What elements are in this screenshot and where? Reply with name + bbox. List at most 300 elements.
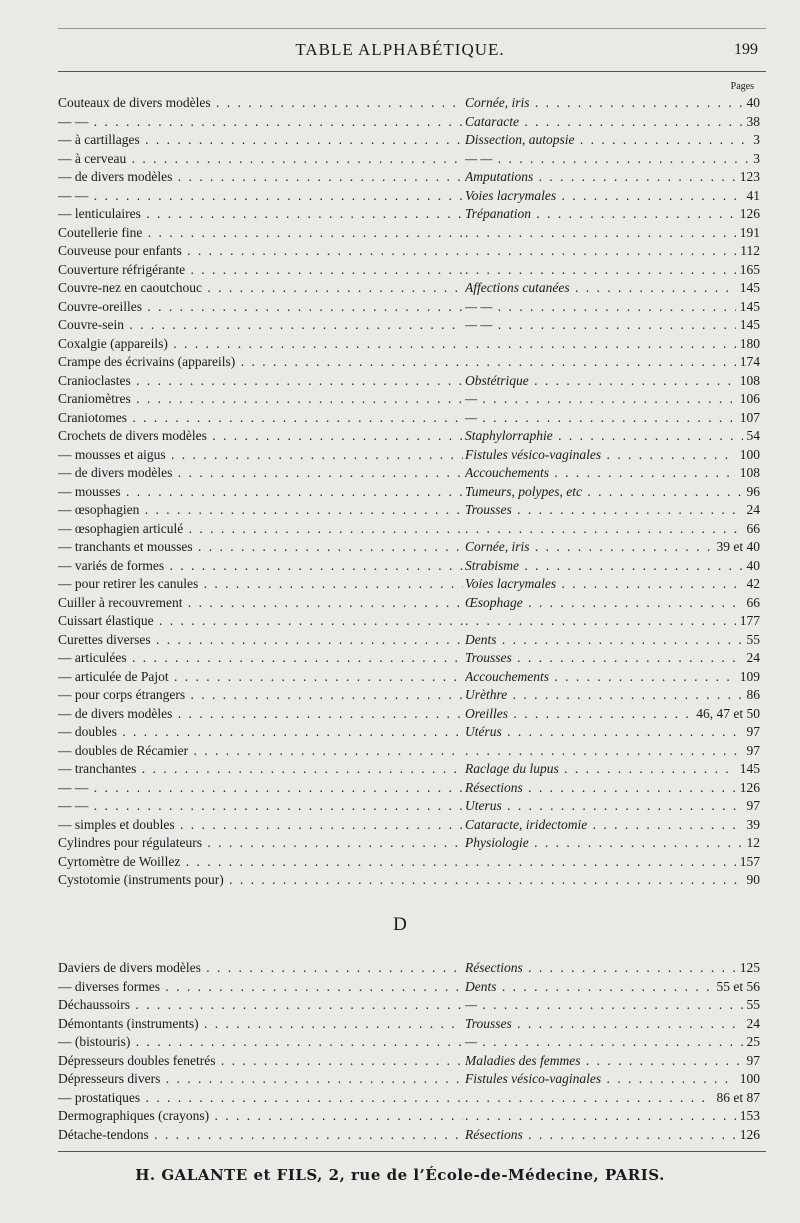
index-entry bbox=[58, 978, 760, 997]
entry-category-cell bbox=[465, 446, 760, 465]
entry-term: Craniomètres bbox=[58, 391, 131, 406]
entry-page: 97 bbox=[743, 723, 761, 742]
entry-page: 125 bbox=[736, 959, 760, 978]
entry-term: — de divers modèles bbox=[58, 169, 173, 184]
index-entry bbox=[58, 131, 760, 150]
entry-category-cell bbox=[465, 390, 760, 409]
entry-page: 126 bbox=[736, 779, 760, 798]
entry-term: — mousses bbox=[58, 483, 121, 499]
entry-page: 180 bbox=[736, 335, 760, 354]
entry-term: Couveuse pour enfants bbox=[58, 243, 182, 258]
index-entry bbox=[58, 242, 760, 261]
entry-page: 108 bbox=[736, 372, 760, 391]
entry-term-cell bbox=[58, 261, 463, 280]
entry-category: Résections bbox=[465, 1126, 523, 1142]
entry-page: 42 bbox=[743, 575, 761, 594]
entry-category: Trépanation bbox=[465, 206, 532, 221]
entry-term-cell bbox=[58, 631, 463, 650]
entry-term-cell bbox=[58, 575, 463, 594]
entry-category: Urèthre bbox=[465, 687, 508, 702]
entry-category: Dents bbox=[465, 978, 497, 994]
entry-term-cell bbox=[58, 779, 463, 798]
entry-term-cell bbox=[58, 959, 463, 978]
index-entry bbox=[58, 557, 760, 576]
entry-page: 86 et 87 bbox=[713, 1089, 761, 1108]
entry-term: — œsophagien bbox=[58, 502, 140, 517]
entry-page: 3 bbox=[749, 150, 760, 169]
index-entry bbox=[58, 723, 760, 742]
entry-category: — bbox=[465, 391, 478, 406]
entry-term-cell bbox=[58, 335, 463, 354]
entry-term-cell bbox=[58, 978, 463, 997]
entry-category: Fistules vésico-vaginales bbox=[465, 1071, 602, 1086]
index-entry bbox=[58, 1126, 760, 1145]
entry-category-cell bbox=[465, 335, 760, 354]
entry-page: 145 bbox=[736, 279, 760, 298]
entry-term: — diverses formes bbox=[58, 978, 160, 994]
entry-term-cell bbox=[58, 409, 463, 428]
entry-category-cell bbox=[465, 224, 760, 243]
entry-category-cell bbox=[465, 1052, 760, 1071]
index-entry bbox=[58, 205, 760, 224]
header-rule bbox=[58, 71, 766, 72]
entry-term: — simples et doubles bbox=[58, 816, 175, 832]
entry-term-cell bbox=[58, 594, 463, 613]
entry-term-cell bbox=[58, 113, 463, 132]
top-rule bbox=[58, 28, 766, 29]
entry-page: 66 bbox=[743, 520, 761, 539]
pages-column-label: Pages bbox=[730, 81, 754, 92]
entry-term: — variés de formes bbox=[58, 557, 165, 573]
entry-term-cell bbox=[58, 538, 463, 557]
entry-term-cell bbox=[58, 853, 463, 872]
entry-category-cell bbox=[465, 520, 760, 539]
entry-page: 108 bbox=[736, 464, 760, 483]
entry-term: Cuissart élastique bbox=[58, 613, 154, 628]
entry-page: 107 bbox=[736, 409, 760, 428]
entry-term: Couteaux de divers modèles bbox=[58, 95, 211, 110]
entry-term: Couverture réfrigérante bbox=[58, 261, 186, 277]
index-entry bbox=[58, 816, 760, 835]
entry-term-cell bbox=[58, 834, 463, 853]
entry-category-cell bbox=[465, 187, 760, 206]
entry-page: 126 bbox=[736, 205, 760, 224]
entry-category-cell bbox=[465, 409, 760, 428]
entry-term-cell bbox=[58, 224, 463, 243]
entry-category-cell bbox=[465, 1070, 760, 1089]
entry-category-cell bbox=[465, 242, 760, 261]
index-entry bbox=[58, 353, 760, 372]
entry-category-cell bbox=[465, 668, 760, 687]
page-number: 199 bbox=[734, 41, 758, 58]
entry-category-cell bbox=[465, 1033, 760, 1052]
entry-category-cell bbox=[465, 168, 760, 187]
index-entry bbox=[58, 94, 760, 113]
index-entry bbox=[58, 187, 760, 206]
entry-term: — de divers modèles bbox=[58, 465, 173, 480]
entry-term: Cuiller à recouvrement bbox=[58, 594, 183, 610]
entry-term-cell bbox=[58, 723, 463, 742]
entry-category: Œsophage bbox=[465, 594, 523, 610]
section-heading-d: D bbox=[393, 914, 407, 935]
entry-term-cell bbox=[58, 760, 463, 779]
entry-term: Cranioclastes bbox=[58, 372, 131, 388]
entry-term: — — bbox=[58, 779, 89, 795]
entry-category: Accouchements bbox=[465, 465, 549, 480]
entry-term: — à cartillages bbox=[58, 132, 140, 147]
entry-term-cell bbox=[58, 996, 463, 1015]
entry-category: Oreilles bbox=[465, 705, 508, 721]
entry-category-cell bbox=[465, 557, 760, 576]
entry-category-cell bbox=[465, 797, 760, 816]
entry-term-cell bbox=[58, 464, 463, 483]
entry-term-cell bbox=[58, 150, 463, 169]
entry-page: 66 bbox=[743, 594, 761, 613]
entry-category: Trousses bbox=[465, 502, 512, 517]
entry-term-cell bbox=[58, 1126, 463, 1145]
entry-category-cell bbox=[465, 150, 760, 169]
entry-page: 3 bbox=[749, 131, 760, 150]
entry-category: Cataracte bbox=[465, 113, 519, 129]
entry-page: 112 bbox=[736, 242, 760, 261]
entry-term: Déchaussoirs bbox=[58, 997, 130, 1012]
entry-category-cell bbox=[465, 723, 760, 742]
index-entry bbox=[58, 538, 760, 557]
entry-page: 165 bbox=[736, 261, 760, 280]
entry-term: Cylindres pour régulateurs bbox=[58, 835, 202, 850]
entry-page: 174 bbox=[736, 353, 760, 372]
entry-category: Uterus bbox=[465, 798, 502, 813]
entry-category-cell bbox=[465, 261, 760, 280]
index-entry bbox=[58, 261, 760, 280]
entry-term-cell bbox=[58, 1052, 463, 1071]
entry-page: 90 bbox=[743, 871, 761, 890]
index-entry bbox=[58, 797, 760, 816]
index-entry bbox=[58, 1052, 760, 1071]
entry-category-cell bbox=[465, 316, 760, 335]
entry-term-cell bbox=[58, 612, 463, 631]
index-entry bbox=[58, 1070, 760, 1089]
index-entry bbox=[58, 390, 760, 409]
entry-page: 39 et 40 bbox=[713, 538, 761, 557]
entry-term: Crochets de divers modèles bbox=[58, 428, 207, 443]
entry-term: — mousses et aigus bbox=[58, 446, 166, 462]
entry-page: 153 bbox=[736, 1107, 760, 1126]
entry-category: Tumeurs, polypes, etc bbox=[465, 483, 582, 499]
entry-term: Cyrtomètre de Woillez bbox=[58, 853, 181, 869]
entry-term: Craniotomes bbox=[58, 409, 127, 425]
entry-category-cell bbox=[465, 1107, 760, 1126]
entry-term: — tranchantes bbox=[58, 761, 137, 776]
index-entry bbox=[58, 1107, 760, 1126]
index-entry bbox=[58, 372, 760, 391]
entry-page: 24 bbox=[743, 501, 761, 520]
index-entry bbox=[58, 150, 760, 169]
entry-term-cell bbox=[58, 705, 463, 724]
entry-page: 157 bbox=[736, 853, 760, 872]
index-entry bbox=[58, 113, 760, 132]
entry-category-cell bbox=[465, 279, 760, 298]
entry-term: — — bbox=[58, 113, 89, 129]
entry-category-cell bbox=[465, 113, 760, 132]
index-list-c bbox=[58, 94, 760, 890]
entry-page: 145 bbox=[736, 298, 760, 317]
entry-term-cell bbox=[58, 797, 463, 816]
entry-category: — bbox=[465, 997, 478, 1012]
entry-term: Coxalgie (appareils) bbox=[58, 335, 168, 351]
entry-term-cell bbox=[58, 427, 463, 446]
entry-page: 12 bbox=[743, 834, 761, 853]
entry-term-cell bbox=[58, 501, 463, 520]
entry-category: Cataracte, iridectomie bbox=[465, 816, 588, 832]
entry-term: — doubles de Récamier bbox=[58, 742, 189, 758]
index-entry bbox=[58, 705, 760, 724]
entry-page: 24 bbox=[743, 649, 761, 668]
entry-term-cell bbox=[58, 557, 463, 576]
entry-category: Obstétrique bbox=[465, 372, 529, 388]
entry-page: 106 bbox=[736, 390, 760, 409]
entry-term: Curettes diverses bbox=[58, 631, 151, 647]
index-entry bbox=[58, 594, 760, 613]
entry-page: 177 bbox=[736, 612, 760, 631]
entry-category-cell bbox=[465, 834, 760, 853]
entry-term: — — bbox=[58, 798, 89, 813]
index-entry bbox=[58, 612, 760, 631]
entry-term-cell bbox=[58, 668, 463, 687]
index-entry bbox=[58, 224, 760, 243]
entry-category: — bbox=[465, 1034, 478, 1049]
entry-page: 109 bbox=[736, 668, 760, 687]
entry-category: Cornée, iris bbox=[465, 95, 530, 110]
entry-category-cell bbox=[465, 372, 760, 391]
entry-term: Daviers de divers modèles bbox=[58, 960, 201, 975]
entry-category-cell bbox=[465, 594, 760, 613]
entry-category: — — bbox=[465, 150, 493, 166]
entry-term-cell bbox=[58, 298, 463, 317]
entry-page: 145 bbox=[736, 316, 760, 335]
entry-page: 96 bbox=[743, 483, 761, 502]
index-entry bbox=[58, 316, 760, 335]
entry-page: 40 bbox=[743, 94, 761, 113]
entry-category-cell bbox=[465, 575, 760, 594]
entry-category-cell bbox=[465, 1015, 760, 1034]
entry-category: Cornée, iris bbox=[465, 539, 530, 554]
entry-term-cell bbox=[58, 1015, 463, 1034]
entry-term-cell bbox=[58, 94, 463, 113]
entry-category: — — bbox=[465, 298, 493, 314]
entry-category: Résections bbox=[465, 960, 523, 975]
index-entry bbox=[58, 298, 760, 317]
entry-term: — à cerveau bbox=[58, 150, 127, 166]
entry-category-cell bbox=[465, 483, 760, 502]
entry-category-cell bbox=[465, 612, 760, 631]
entry-category-cell bbox=[465, 1126, 760, 1145]
entry-category-cell bbox=[465, 427, 760, 446]
entry-page: 191 bbox=[736, 224, 760, 243]
index-entry bbox=[58, 668, 760, 687]
entry-page: 55 bbox=[743, 631, 761, 650]
entry-category: Dents bbox=[465, 631, 497, 647]
index-entry bbox=[58, 501, 760, 520]
entry-category: Utérus bbox=[465, 724, 502, 739]
entry-category-cell bbox=[465, 996, 760, 1015]
index-list-d bbox=[58, 959, 760, 1144]
index-entry bbox=[58, 871, 760, 890]
entry-term-cell bbox=[58, 1089, 463, 1108]
entry-page: 54 bbox=[743, 427, 761, 446]
entry-term: — prostatiques bbox=[58, 1089, 141, 1105]
entry-category-cell bbox=[465, 649, 760, 668]
entry-page: 55 bbox=[743, 996, 761, 1015]
entry-category-cell bbox=[465, 205, 760, 224]
entry-term: — œsophagien articulé bbox=[58, 520, 184, 536]
entry-category: Strabisme bbox=[465, 557, 519, 573]
entry-page: 38 bbox=[743, 113, 761, 132]
entry-page: 126 bbox=[736, 1126, 760, 1145]
entry-category-cell bbox=[465, 94, 760, 113]
index-entry bbox=[58, 649, 760, 668]
entry-term: Dermographiques (crayons) bbox=[58, 1108, 210, 1123]
index-entry bbox=[58, 427, 760, 446]
entry-category: Amputations bbox=[465, 169, 534, 184]
index-entry bbox=[58, 575, 760, 594]
entry-term: Couvre-sein bbox=[58, 317, 124, 332]
entry-term-cell bbox=[58, 686, 463, 705]
entry-term: — articulée de Pajot bbox=[58, 668, 169, 684]
index-entry bbox=[58, 779, 760, 798]
index-entry bbox=[58, 1033, 760, 1052]
entry-term-cell bbox=[58, 1070, 463, 1089]
entry-term-cell bbox=[58, 871, 463, 890]
entry-page: 41 bbox=[743, 187, 761, 206]
entry-category: Staphylorraphie bbox=[465, 428, 553, 443]
index-entry bbox=[58, 279, 760, 298]
entry-page: 39 bbox=[743, 816, 761, 835]
entry-page: 55 et 56 bbox=[713, 978, 761, 997]
entry-term: Couvre-nez en caoutchouc bbox=[58, 280, 202, 295]
entry-term-cell bbox=[58, 390, 463, 409]
entry-category: Dissection, autopsie bbox=[465, 132, 575, 147]
entry-category: — — bbox=[465, 317, 493, 332]
entry-page: 97 bbox=[743, 742, 761, 761]
entry-category: Physiologie bbox=[465, 835, 529, 850]
entry-page: 97 bbox=[743, 797, 761, 816]
entry-term-cell bbox=[58, 316, 463, 335]
entry-term-cell bbox=[58, 1107, 463, 1126]
entry-page: 25 bbox=[743, 1033, 761, 1052]
entry-category-cell bbox=[465, 631, 760, 650]
entry-term-cell bbox=[58, 483, 463, 502]
index-entry bbox=[58, 168, 760, 187]
entry-term: Démontants (instruments) bbox=[58, 1015, 199, 1031]
entry-category-cell bbox=[465, 816, 760, 835]
entry-term-cell bbox=[58, 649, 463, 668]
entry-term: Dépresseurs doubles fenetrés bbox=[58, 1052, 216, 1068]
entry-category-cell bbox=[465, 298, 760, 317]
entry-category-cell bbox=[465, 464, 760, 483]
entry-category-cell bbox=[465, 959, 760, 978]
entry-category: Trousses bbox=[465, 650, 512, 665]
index-entry bbox=[58, 1015, 760, 1034]
index-entry bbox=[58, 959, 760, 978]
entry-term: Dépresseurs divers bbox=[58, 1071, 161, 1086]
entry-category-cell bbox=[465, 353, 760, 372]
index-entry bbox=[58, 520, 760, 539]
entry-page: 46, 47 et 50 bbox=[692, 705, 760, 724]
entry-term-cell bbox=[58, 816, 463, 835]
index-entry bbox=[58, 760, 760, 779]
entry-page: 100 bbox=[736, 1070, 760, 1089]
entry-term: — lenticulaires bbox=[58, 206, 141, 221]
entry-page: 145 bbox=[736, 760, 760, 779]
index-entry bbox=[58, 742, 760, 761]
entry-category-cell bbox=[465, 760, 760, 779]
index-entry bbox=[58, 483, 760, 502]
entry-page: 123 bbox=[736, 168, 760, 187]
index-entry bbox=[58, 409, 760, 428]
entry-term-cell bbox=[58, 742, 463, 761]
page-title: TABLE ALPHABÉTIQUE. bbox=[295, 40, 505, 59]
entry-term-cell bbox=[58, 242, 463, 261]
entry-term: — (bistouris) bbox=[58, 1034, 131, 1049]
entry-category: Résections bbox=[465, 779, 523, 795]
entry-category-cell bbox=[465, 501, 760, 520]
entry-category: Maladies des femmes bbox=[465, 1052, 581, 1068]
entry-term: — pour retirer les canules bbox=[58, 576, 199, 591]
entry-term-cell bbox=[58, 131, 463, 150]
index-entry bbox=[58, 686, 760, 705]
entry-term-cell bbox=[58, 205, 463, 224]
entry-term-cell bbox=[58, 372, 463, 391]
entry-page: 86 bbox=[743, 686, 761, 705]
publisher-footer: H. GALANTE et FILS, 2, rue de l’École-de-Médecine, PARIS. bbox=[135, 1166, 665, 1184]
entry-category: — bbox=[465, 409, 478, 425]
entry-category: Trousses bbox=[465, 1015, 512, 1031]
entry-term-cell bbox=[58, 520, 463, 539]
entry-term: — pour corps étrangers bbox=[58, 687, 186, 702]
entry-term: Détache-tendons bbox=[58, 1126, 149, 1142]
entry-category-cell bbox=[465, 779, 760, 798]
entry-category: Voies lacrymales bbox=[465, 187, 557, 203]
entry-term-cell bbox=[58, 1033, 463, 1052]
entry-term: — articulées bbox=[58, 650, 127, 665]
entry-page: 24 bbox=[743, 1015, 761, 1034]
entry-category: Accouchements bbox=[465, 668, 549, 684]
index-entry bbox=[58, 464, 760, 483]
index-entry bbox=[58, 446, 760, 465]
entry-term-cell bbox=[58, 168, 463, 187]
index-entry bbox=[58, 335, 760, 354]
entry-term-cell bbox=[58, 446, 463, 465]
entry-category: Raclage du lupus bbox=[465, 761, 559, 776]
entry-category-cell bbox=[465, 131, 760, 150]
index-entry bbox=[58, 834, 760, 853]
entry-term: — — bbox=[58, 187, 89, 203]
entry-term: Coutellerie fine bbox=[58, 224, 143, 240]
entry-page: 100 bbox=[736, 446, 760, 465]
index-entry bbox=[58, 853, 760, 872]
index-entry bbox=[58, 1089, 760, 1108]
entry-page: 97 bbox=[743, 1052, 761, 1071]
entry-page: 40 bbox=[743, 557, 761, 576]
index-entry bbox=[58, 631, 760, 650]
entry-term-cell bbox=[58, 187, 463, 206]
entry-category-cell bbox=[465, 742, 760, 761]
entry-term-cell bbox=[58, 353, 463, 372]
entry-category: Fistules vésico-vaginales bbox=[465, 446, 602, 462]
entry-category: Voies lacrymales bbox=[465, 576, 557, 591]
entry-term-cell bbox=[58, 279, 463, 298]
